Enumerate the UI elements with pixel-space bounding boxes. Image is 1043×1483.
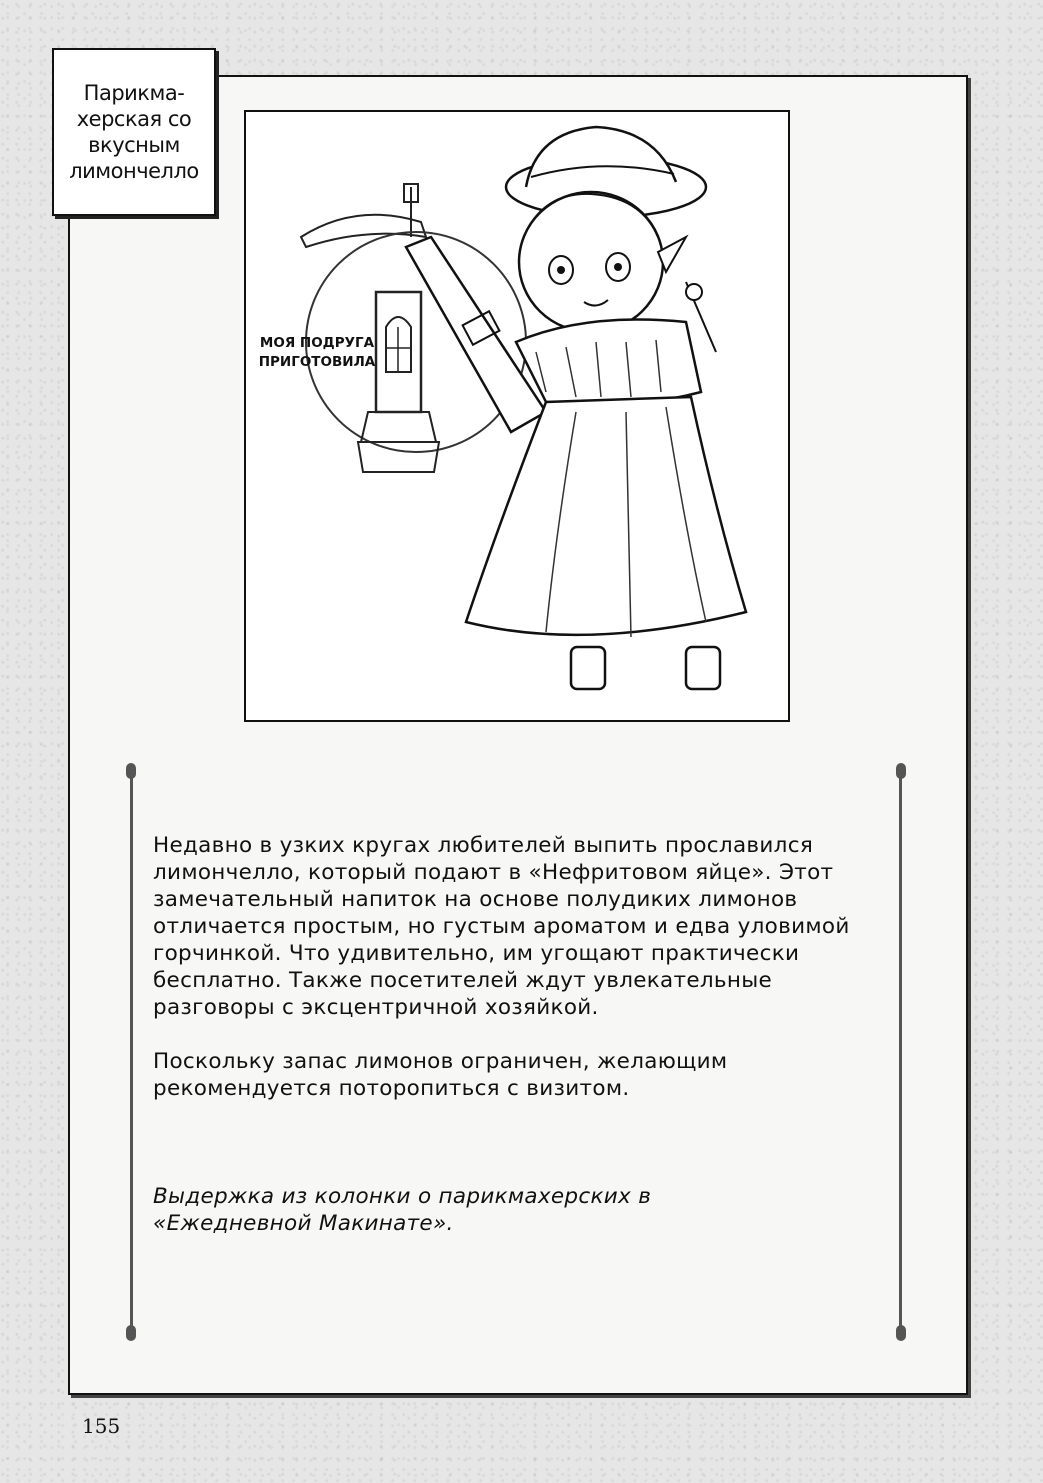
character-drawing	[246, 112, 788, 720]
frame-pin-top-left	[126, 763, 136, 779]
frame-pin-top-right	[896, 763, 906, 779]
article-paragraph: Недавно в узких кругах любителей выпить прославился лимончелло, который подают в «Нефритовом яйце». Этот замечательный напиток на основе полудиких лимонов отличается простым, но густым ароматом и едва уловимой горчинкой. Что удивительно, им угощают практически бесплатно. Также посетителей ждут увлекательные разговоры с эксцентричной хозяйкой.	[153, 833, 850, 1020]
page-title: Парикма- херская со вкусным лимончелло	[69, 81, 199, 183]
article-text	[153, 832, 893, 1237]
frame-pin-bottom-left	[126, 1325, 136, 1341]
article-paragraph: Поскольку запас лимонов ограничен, желающим рекомендуется поторопиться с визитом.	[153, 1049, 728, 1101]
quote-source: Выдержка из колонки о парикмахерских в «Ежедневной Макинате».	[153, 1184, 652, 1236]
title-box	[52, 48, 216, 216]
speech-bubble-text: МОЯ ПОДРУГА ПРИГОТОВИЛА	[258, 335, 376, 370]
manga-illustration	[244, 110, 790, 722]
page-number: 155	[82, 1414, 121, 1438]
frame-pin-bottom-right	[896, 1325, 906, 1341]
